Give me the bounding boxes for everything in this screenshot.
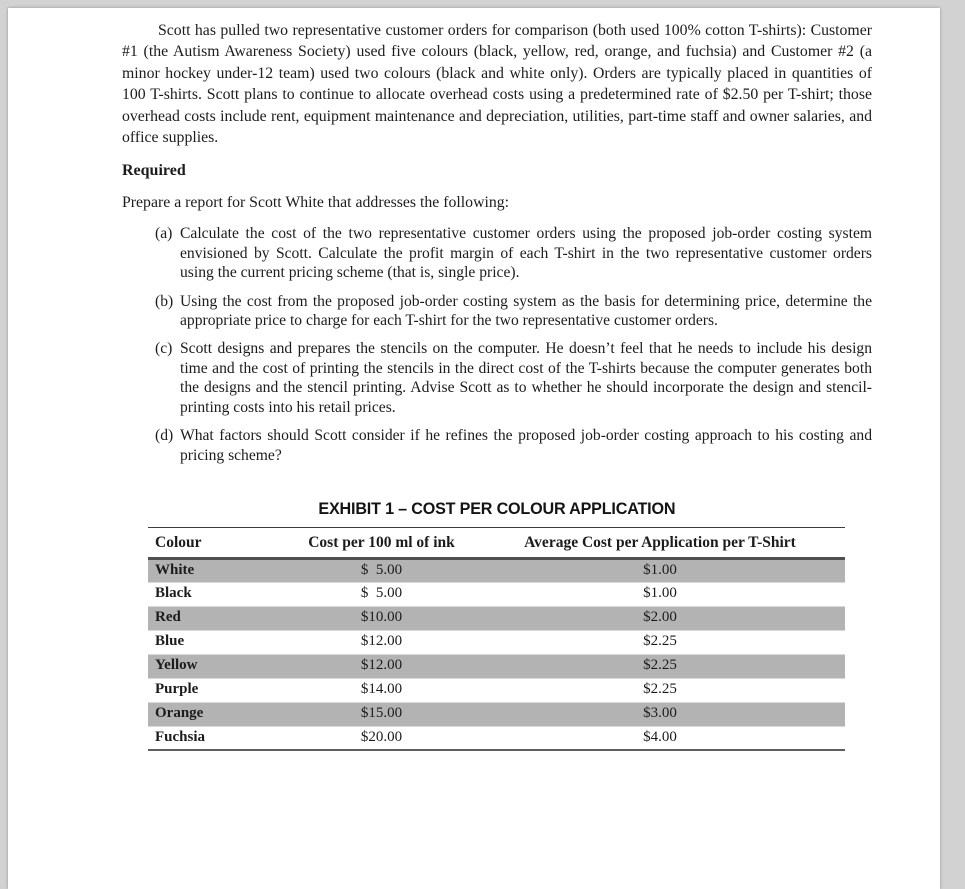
requirement-item-c [122,339,872,417]
required-intro: Prepare a report for Scott White that addresses the following: [122,194,510,212]
page-content [8,8,940,751]
avg-cost-cell: $2.25 [643,681,677,698]
column-header-colour: Colour [155,533,202,551]
colour-cell: Blue [155,633,185,650]
requirement-label: (a) [155,225,173,243]
ink-cost-cell: $10.00 [360,609,403,626]
requirement-text: Using the cost from the proposed job-order costing system as the basis for determining price, determine the appropriate price to charge for each T-shirt for the two representative customer orders. [180,292,872,330]
requirement-text: Scott designs and prepares the stencils on the computer. He doesn’t feel that he needs to include his design time and the cost of printing the stencils in the direct cost of the T-shirts because the computer generates both the designs and the stencil printing. Advise Scott as to whether he should incorporate the design and stencil-printing costs into his retail prices. [180,340,872,416]
table-body [148,558,845,750]
avg-cost-cell: $2.25 [643,633,677,650]
ink-cost-cell: $12.00 [360,657,403,674]
requirements-list [122,224,872,464]
table-row-blue [148,630,845,654]
requirement-text: What factors should Scott consider if he refines the proposed job-order costing approach to his costing and pricing scheme? [180,427,872,464]
avg-cost-cell: $2.25 [643,657,677,674]
requirement-item-b [122,292,872,331]
exhibit-title [148,499,845,519]
requirement-item-d [122,426,872,465]
avg-cost-cell: $4.00 [643,729,677,746]
colour-cell: Yellow [155,657,198,674]
ink-cost-cell: $14.00 [360,681,403,698]
table-row-white [148,558,845,582]
exhibit-1-section [148,499,845,752]
table-row-red [148,606,845,630]
avg-cost-cell: $1.00 [643,561,677,578]
required-heading: Required [122,162,186,180]
table-row-black [148,582,845,606]
intro-paragraph: Scott has pulled two representative customer orders for comparison (both used 100% cotton T-shirts): Customer #1 (the Autism Awareness Society) used five colours (black, yellow, red, orange, and fuchsia) and Customer #2 (a minor hockey under-12 team) used two colours (black and white only). Orders are typically placed in quantities of 100 T-shirts. Scott plans to continue to allocate overhead costs using a predetermined rate of $2.50 per T-shirt; those overhead costs include rent, equipment maintenance and depreciation, utilities, part-time staff and owner salaries, and office supplies. [122,22,872,147]
table-header [148,527,845,558]
ink-cost-cell: $ 5.00 [360,561,403,578]
colour-cell: White [155,561,195,578]
column-header-ink-cost: Cost per 100 ml of ink [308,533,455,551]
requirement-label: (b) [155,292,174,310]
avg-cost-cell: $2.00 [643,609,677,626]
requirement-text: Calculate the cost of the two representative customer orders using the proposed job-order costing system envisioned by Scott. Calculate the profit margin of each T-shirt in the two representative customer orders using the current pricing scheme (that is, single price). [180,225,872,282]
exhibit-title-text: EXHIBIT 1 – COST PER COLOUR APPLICATION [318,498,675,518]
table-header-row [148,527,845,558]
avg-cost-cell: $3.00 [643,705,677,722]
table-row-fuchsia [148,726,845,750]
avg-cost-cell: $1.00 [643,585,677,602]
colour-cell: Black [155,585,192,602]
document-page [8,8,940,889]
colour-cell: Purple [155,681,199,698]
colour-cell: Orange [155,705,204,722]
colour-cell: Fuchsia [155,729,206,746]
cost-per-colour-table [148,527,845,752]
colour-cell: Red [155,609,181,626]
requirement-item-a [122,224,872,282]
column-header-avg-cost: Average Cost per Application per T-Shirt [524,533,796,551]
ink-cost-cell: $20.00 [360,729,403,746]
table-row-orange [148,702,845,726]
requirement-label: (d) [155,427,174,445]
table-row-purple [148,678,845,702]
ink-cost-cell: $ 5.00 [360,585,403,602]
ink-cost-cell: $12.00 [360,633,403,650]
table-row-yellow [148,654,845,678]
ink-cost-cell: $15.00 [360,705,403,722]
requirement-label: (c) [155,340,173,358]
